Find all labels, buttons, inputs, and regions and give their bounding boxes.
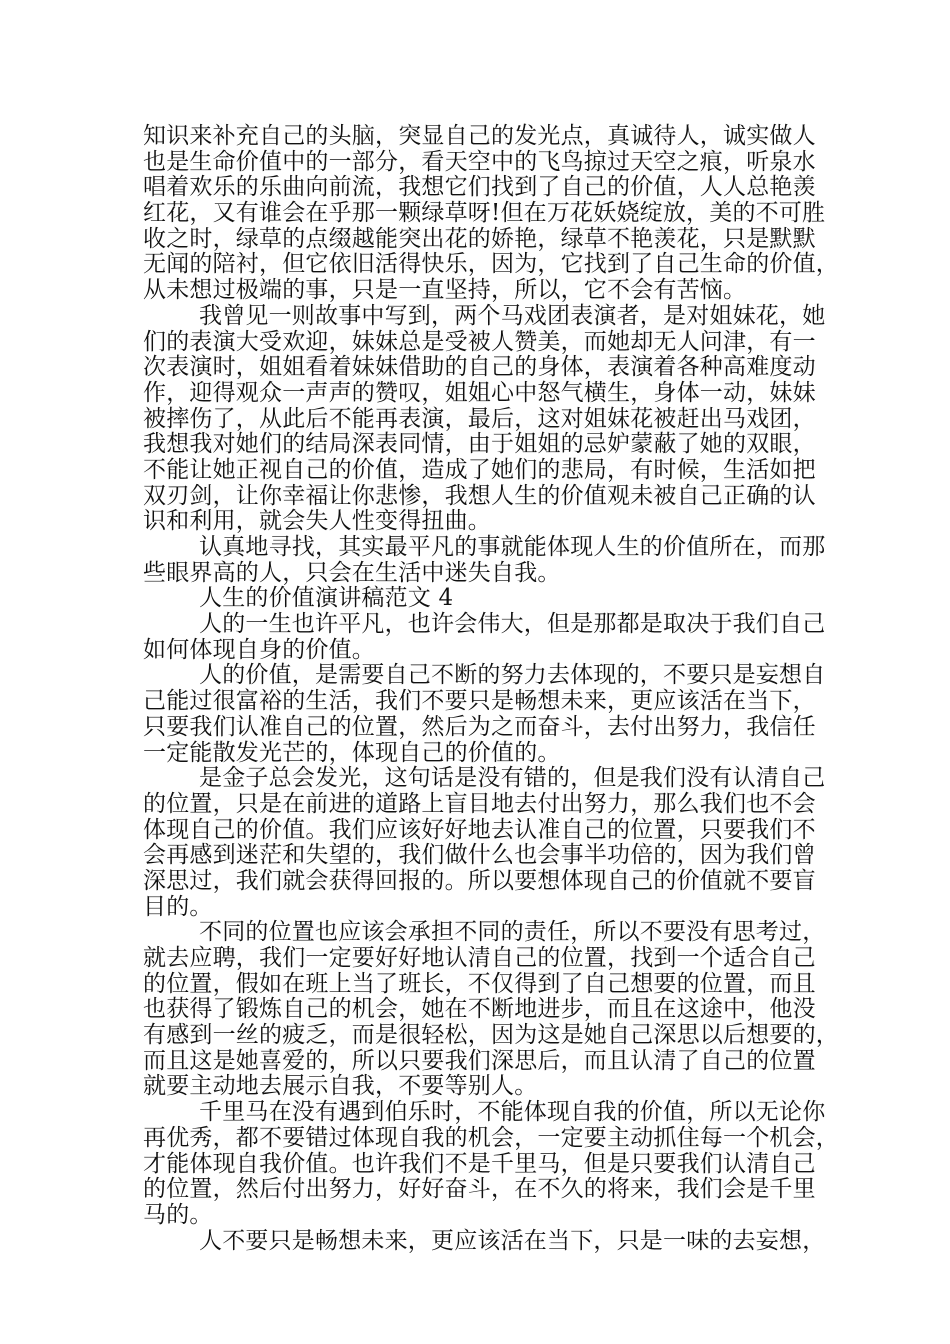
paragraph-start-line: 人的一生也许平凡，也许会伟大，但是那都是取决于我们自己 (199, 611, 826, 638)
paragraph-start-line: 人的价值，是需要自己不断的努力去体现的，不要只是妄想自 (199, 662, 826, 689)
text-line: 些眼界高的人，只会在生活中迷失自我。 (143, 559, 561, 586)
text-line: 就要主动地去展示自我，不要等别人。 (143, 1073, 538, 1100)
text-line: 从未想过极端的事，只是一直坚持，所以，它不会有苦恼。 (143, 277, 747, 304)
text-line: 收之时，绿草的点缀越能突出花的娇艳，绿草不艳羡花，只是默默 (143, 225, 816, 252)
text-line: 深思过，我们就会获得回报的。所以要想体现自己的价值就不要盲 (143, 867, 816, 894)
text-line: 体现自己的价值。我们应该好好地去认准自己的位置，只要我们不 (143, 816, 816, 843)
paragraph-start-line: 我曾见一则故事中写到，两个马戏团表演者，是对姐妹花，她 (199, 302, 826, 329)
paragraph-start-line: 人不要只是畅想未来，更应该活在当下，只是一味的去妄想， (199, 1227, 826, 1254)
text-line: 次表演时，姐姐看着妹妹借助的自己的身体，表演着各种高难度动 (143, 354, 816, 381)
text-line: 的位置，然后付出努力，好好奋斗，在不久的将来，我们会是千里 (143, 1176, 816, 1203)
text-line: 的位置，只是在前进的道路上盲目地去付出努力，那么我们也不会 (143, 790, 816, 817)
text-line: 一定能散发光芒的，体现自己的价值的。 (143, 739, 561, 766)
paragraph-start-line: 人生的价值演讲稿范文 4 (199, 585, 454, 612)
paragraph-start-line: 千里马在没有遇到伯乐时，不能体现自我的价值，所以无论你 (199, 1099, 826, 1126)
text-line: 也是生命价值中的一部分，看天空中的飞鸟掠过天空之痕，听泉水 (143, 148, 816, 175)
paragraph-start-line: 是金子总会发光，这句话是没有错的，但是我们没有认清自己 (199, 765, 826, 792)
text-line: 己能过很富裕的生活，我们不要只是畅想未来，更应该活在当下， (143, 688, 816, 715)
text-line: 只要我们认准自己的位置，然后为之而奋斗，去付出努力，我信任 (143, 713, 816, 740)
text-line: 们的表演大受欢迎，妹妹总是受被人赞美，而她却无人问津，有一 (143, 328, 816, 355)
text-line: 作，迎得观众一声声的赞叹，姐姐心中怒气横生，身体一动，妹妹 (143, 379, 816, 406)
text-line: 红花，又有谁会在乎那一颗绿草呀!但在万花妖娆绽放，美的不可胜 (143, 200, 826, 227)
text-line: 会再感到迷茫和失望的，我们做什么也会事半功倍的，因为我们曾 (143, 842, 816, 869)
paragraph-start-line: 认真地寻找，其实最平凡的事就能体现人生的价值所在，而那 (199, 534, 826, 560)
document-body (143, 123, 839, 1254)
text-line: 而且这是她喜爱的，所以只要我们深思后，而且认清了自己的位置 (143, 1047, 816, 1074)
text-line: 也获得了锻炼自己的机会，她在不断地进步，而且在这途中，他没 (143, 996, 816, 1023)
text-line: 被摔伤了，从此后不能再表演，最后，这对姐妹花被赶出马戏团， (143, 405, 816, 432)
text-line: 识和利用，就会失人性变得扭曲。 (143, 508, 491, 535)
text-line: 有感到一丝的疲乏，而是很轻松，因为这是她自己深思以后想要的， (143, 1022, 839, 1049)
text-line: 就去应聘，我们一定要好好地认清自己的位置，找到一个适合自己 (143, 945, 816, 971)
text-line: 唱着欢乐的乐曲向前流，我想它们找到了自己的价值，人人总艳羡 (143, 174, 816, 201)
text-line: 目的。 (143, 893, 213, 920)
text-line: 才能体现自我价值。也许我们不是千里马，但是只要我们认清自己 (143, 1150, 816, 1177)
text-line: 如何体现自身的价值。 (143, 636, 375, 663)
text-line: 双刃剑，让你幸福让你悲惨，我想人生的价值观未被自己正确的认 (143, 482, 816, 509)
text-line: 再优秀，都不要错过体现自我的机会，一定要主动抓住每一个机会， (143, 1124, 839, 1151)
text-line: 我想我对她们的结局深表同情，由于姐姐的忌妒蒙蔽了她的双眼， (143, 431, 816, 458)
text-line: 的位置，假如在班上当了班长，不仅得到了自己想要的位置，而且 (143, 970, 816, 997)
text-line: 不能让她正视自己的价值，造成了她们的悲局，有时候，生活如把 (143, 456, 816, 483)
paragraph-start-line: 不同的位置也应该会承担不同的责任，所以不要没有思考过， (199, 919, 826, 946)
text-line: 知识来补充自己的头脑，突显自己的发光点，真诚待人，诚实做人 (143, 123, 816, 149)
text-line: 无闻的陪衬，但它依旧活得快乐，因为，它找到了自己生命的价值， (143, 251, 839, 278)
text-line: 马的。 (143, 1201, 213, 1228)
